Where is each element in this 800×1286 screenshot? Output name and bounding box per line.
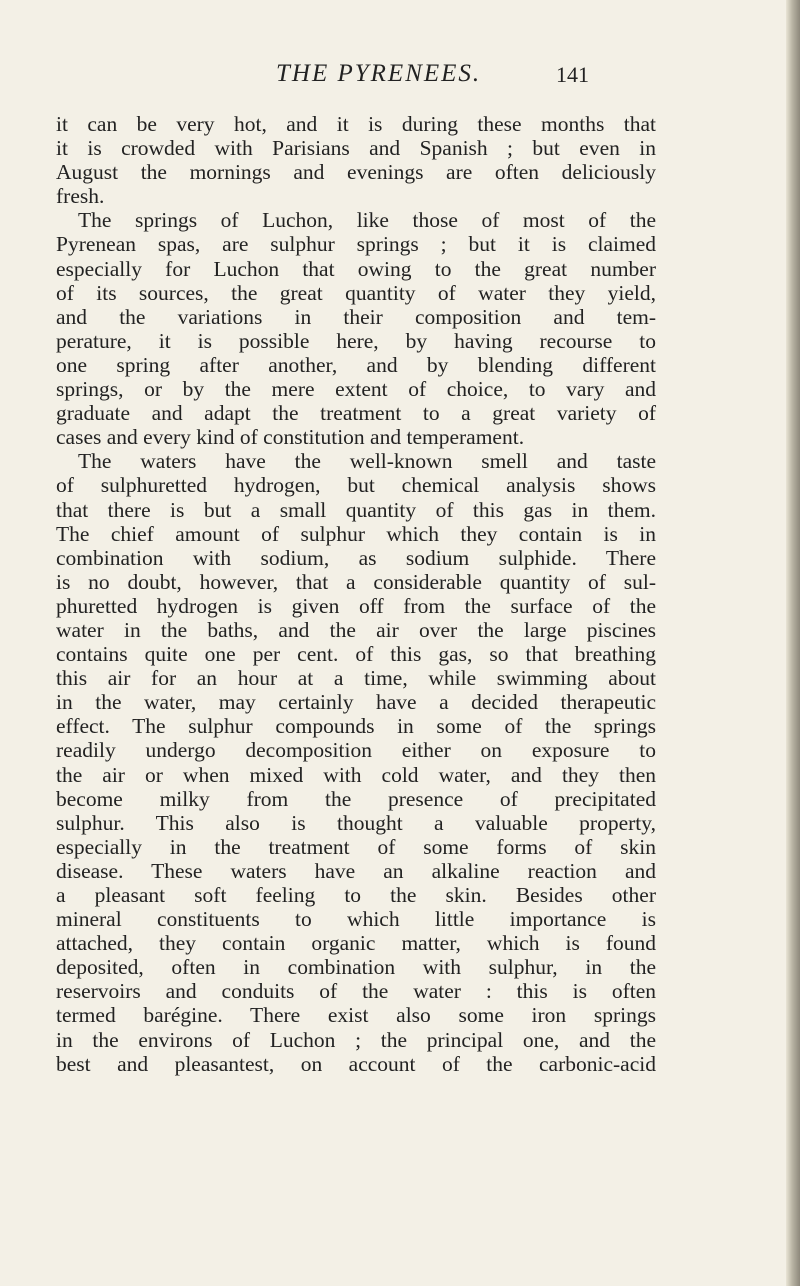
- text-line: this air for an hour at a time, while swimming about: [56, 666, 656, 691]
- text-line: contains quite one per cent. of this gas, so that breathing: [56, 642, 656, 667]
- running-head: THE PYRENEES.: [276, 60, 482, 87]
- text-line: the air or when mixed with cold water, and they then: [56, 762, 656, 787]
- text-line: The waters have the well-known smell and taste: [78, 449, 656, 474]
- text-line: attached, they contain organic matter, which is found: [56, 931, 656, 956]
- text-line: phuretted hydrogen is given off from the surface of the: [56, 593, 656, 618]
- text-line: in the environs of Luchon ; the principal one, and the: [56, 1027, 656, 1052]
- page-header: [0, 58, 800, 98]
- text-line: Pyrenean spas, are sulphur springs ; but it is claimed: [56, 232, 656, 257]
- text-line: a pleasant soft feeling to the skin. Besides other: [56, 883, 656, 907]
- text-line: become milky from the presence of precipitated: [56, 786, 656, 811]
- text-line: deposited, often in combination with sulphur, in the: [56, 955, 656, 980]
- text-line: cases and every kind of constitution and temperament.: [56, 425, 525, 450]
- text-line: of sulphuretted hydrogen, but chemical analysis shows: [56, 473, 656, 498]
- text-line: termed barégine. There exist also some iron springs: [56, 1003, 656, 1028]
- body-text: [56, 112, 656, 1076]
- text-line: The springs of Luchon, like those of most of the: [78, 208, 656, 233]
- text-line: especially in the treatment of some forms of skin: [56, 834, 656, 859]
- text-line: springs, or by the mere extent of choice, to vary and: [56, 377, 656, 402]
- text-line: combination with sodium, as sodium sulphide. There: [56, 545, 656, 570]
- text-line: readily undergo decomposition either on exposure to: [56, 738, 656, 763]
- text-line: mineral constituents to which little importance is: [56, 907, 656, 932]
- text-line: and the variations in their composition and tem-: [56, 304, 656, 329]
- book-edge-shadow: [786, 0, 800, 1286]
- text-line: The chief amount of sulphur which they contain is in: [56, 521, 656, 546]
- text-line: of its sources, the great quantity of water they yield,: [56, 280, 656, 305]
- text-line: graduate and adapt the treatment to a great variety of: [56, 401, 656, 426]
- text-line: fresh.: [56, 184, 105, 209]
- text-line: best and pleasantest, on account of the carbonic-acid: [56, 1051, 656, 1076]
- text-line: it is crowded with Parisians and Spanish ; but even in: [56, 136, 656, 161]
- text-line: one spring after another, and by blending different: [56, 352, 656, 377]
- text-line: reservoirs and conduits of the water : this is often: [56, 979, 656, 1004]
- text-line: is no doubt, however, that a considerable quantity of sul-: [56, 569, 656, 594]
- text-line: in the water, may certainly have a decided therapeutic: [56, 690, 656, 715]
- text-line: that there is but a small quantity of this gas in them.: [56, 497, 656, 522]
- text-line: it can be very hot, and it is during these months that: [56, 112, 656, 136]
- text-line: perature, it is possible here, by having recourse to: [56, 328, 656, 353]
- text-line: disease. These waters have an alkaline reaction and: [56, 858, 656, 883]
- text-line: August the mornings and evenings are often deliciously: [56, 160, 656, 185]
- text-line: effect. The sulphur compounds in some of the springs: [56, 714, 656, 739]
- text-line: water in the baths, and the air over the large piscines: [56, 617, 656, 642]
- text-line: especially for Luchon that owing to the great number: [56, 256, 656, 281]
- page-number: 141: [556, 62, 589, 87]
- text-line: sulphur. This also is thought a valuable property,: [56, 810, 656, 835]
